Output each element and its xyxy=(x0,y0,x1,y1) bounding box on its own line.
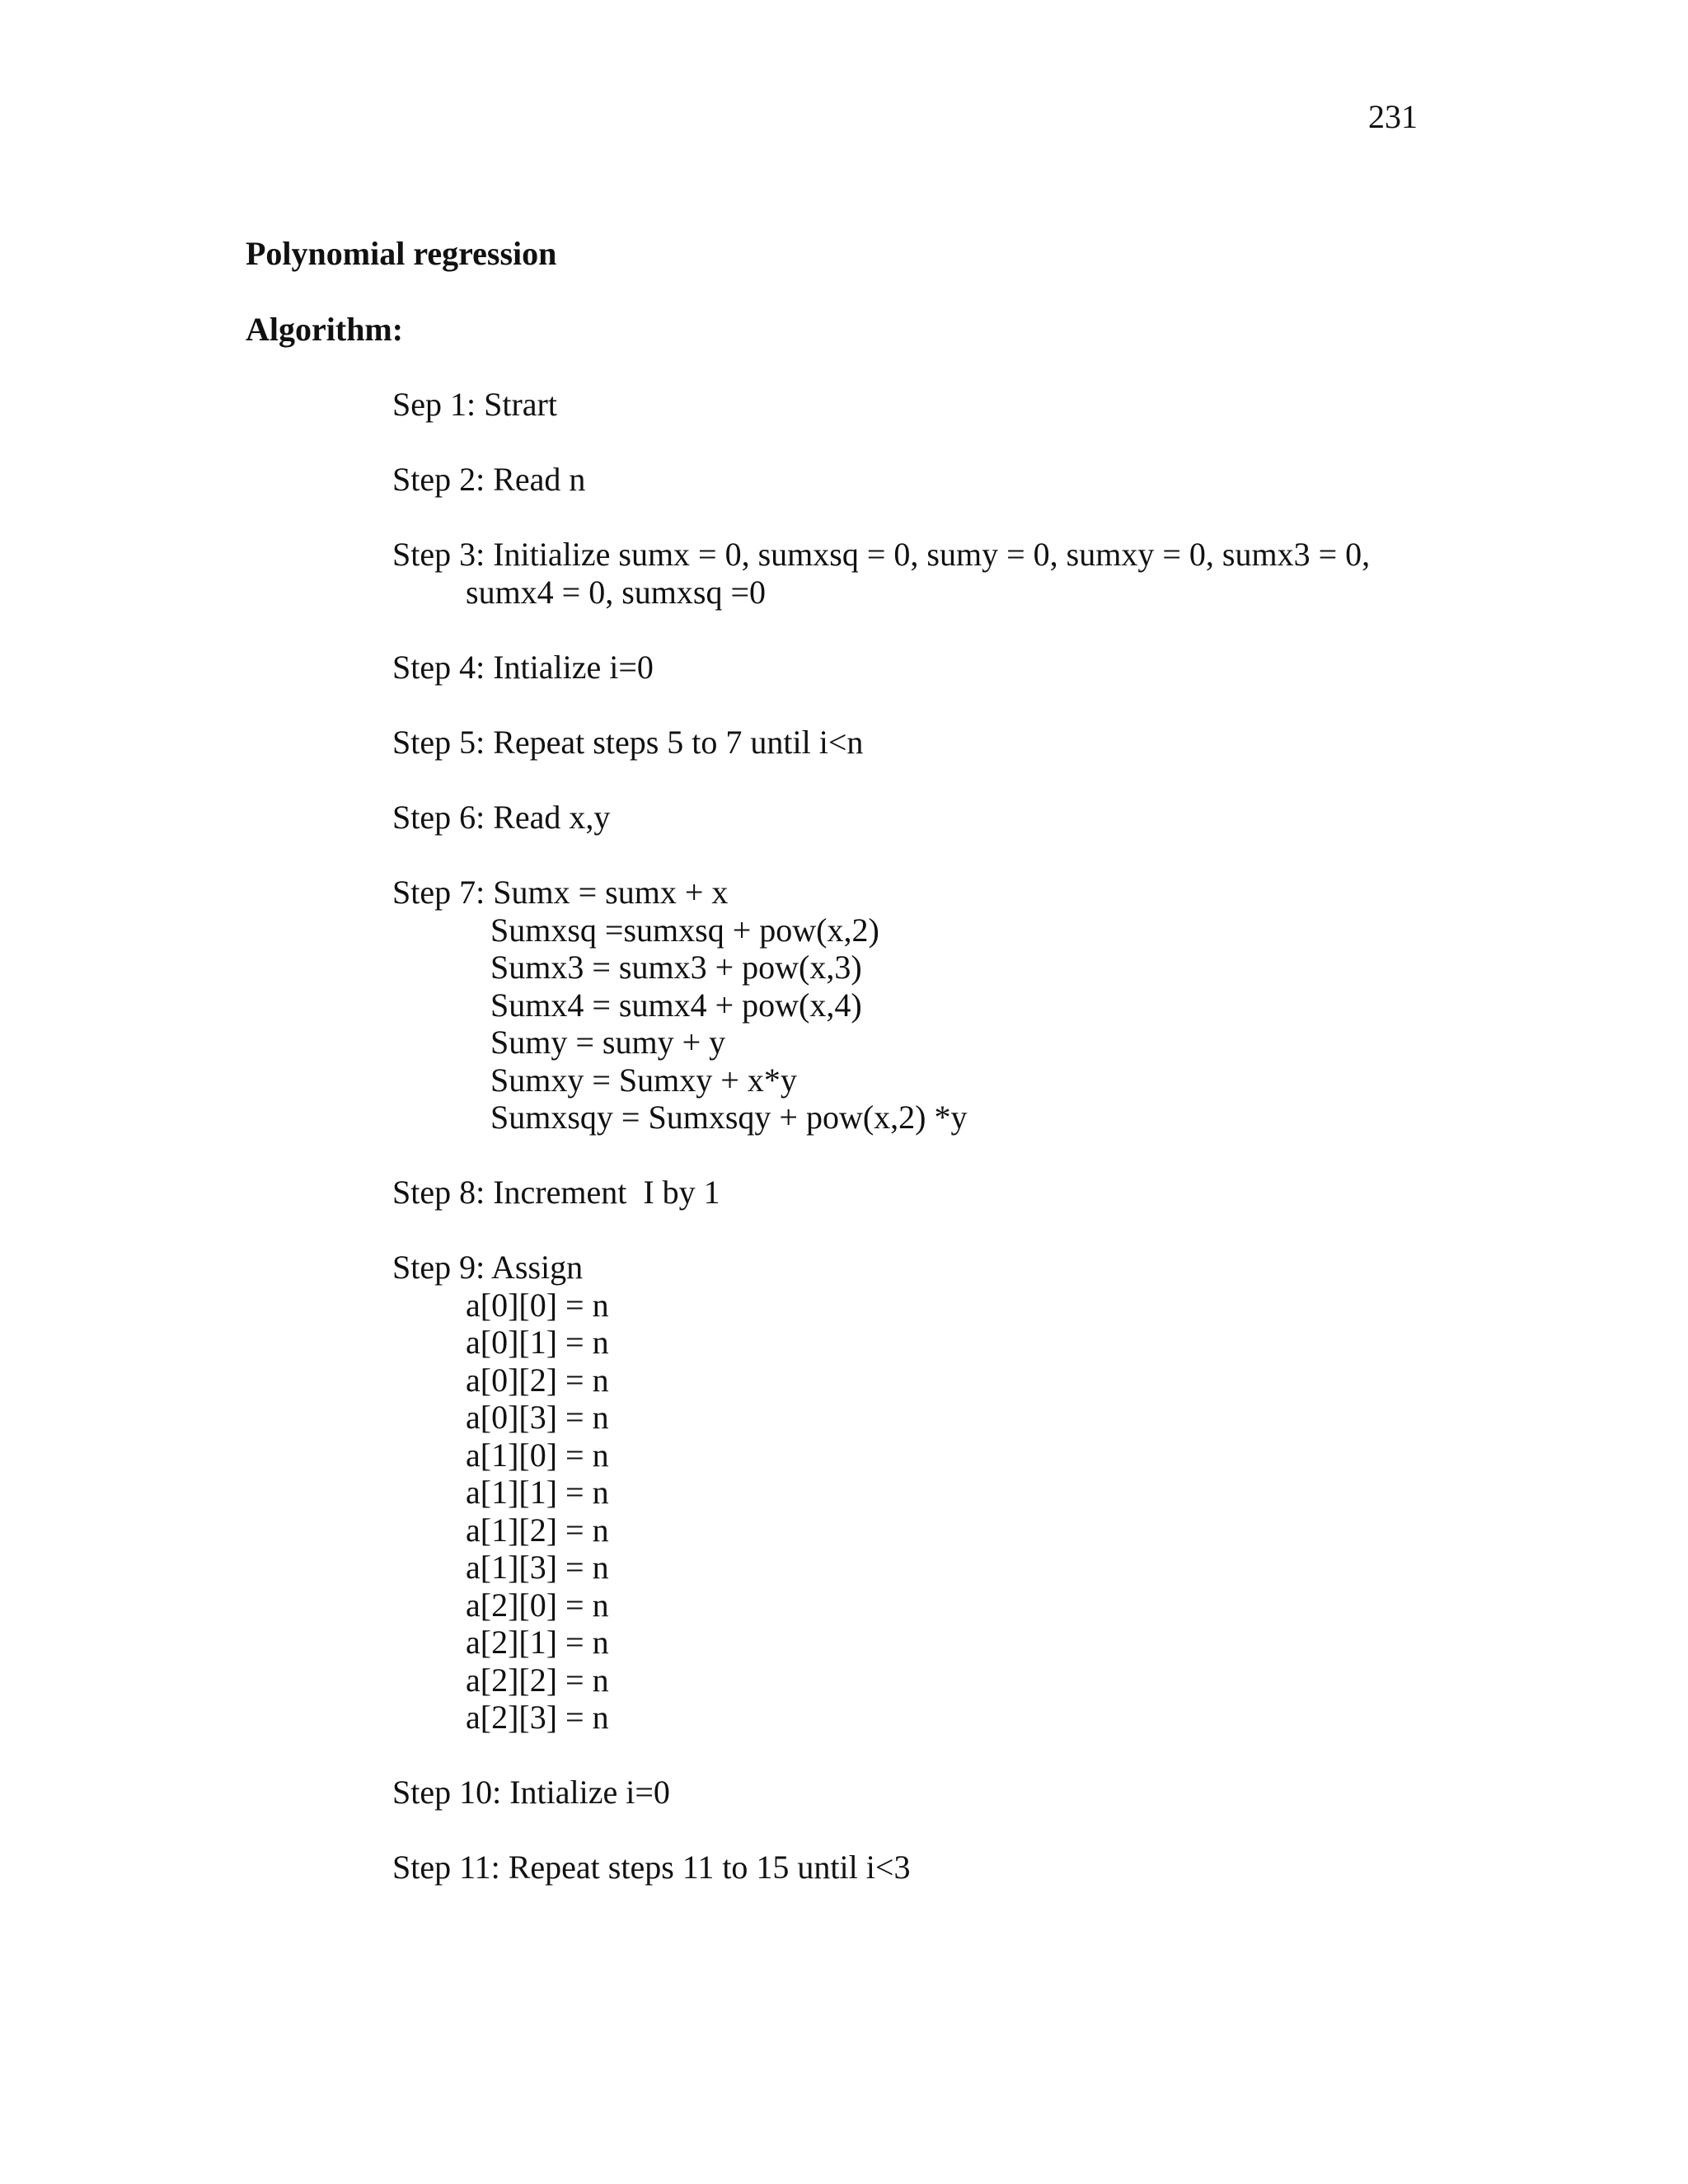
matrix-assignment: a[0][3] = n xyxy=(466,1399,609,1436)
step-5: Step 5: Repeat steps 5 to 7 until i<n xyxy=(392,724,864,761)
step-7-line: Sumx3 = sumx3 + pow(x,3) xyxy=(490,949,862,986)
matrix-assignment: a[2][1] = n xyxy=(466,1624,609,1661)
matrix-assignment: a[1][1] = n xyxy=(466,1474,609,1511)
step-8: Step 8: Increment I by 1 xyxy=(392,1174,720,1211)
step-11: Step 11: Repeat steps 11 to 15 until i<3 xyxy=(392,1849,911,1886)
step-2: Step 2: Read n xyxy=(392,461,586,498)
step-7-line: Sumxsqy = Sumxsqy + pow(x,2) *y xyxy=(490,1099,968,1136)
matrix-assignment: a[0][0] = n xyxy=(466,1286,609,1324)
matrix-assignment: a[0][1] = n xyxy=(466,1324,609,1361)
matrix-assignment: a[1][3] = n xyxy=(466,1549,609,1586)
step-10: Step 10: Intialize i=0 xyxy=(392,1774,670,1811)
page-number: 231 xyxy=(1368,98,1418,135)
matrix-assignment: a[2][2] = n xyxy=(466,1661,609,1699)
matrix-assignment: a[1][0] = n xyxy=(466,1436,609,1474)
algorithm-heading: Algorithm: xyxy=(246,311,404,348)
matrix-assignment: a[0][2] = n xyxy=(466,1361,609,1399)
step-7-line: Sumxy = Sumxy + x*y xyxy=(490,1062,797,1099)
step-4: Step 4: Intialize i=0 xyxy=(392,649,654,686)
step-1: Sep 1: Strart xyxy=(392,386,557,423)
step-7-line: Sumy = sumy + y xyxy=(490,1024,726,1061)
section-title: Polynomial regression xyxy=(246,235,557,272)
matrix-assignment: a[2][3] = n xyxy=(466,1699,609,1736)
step-7-line: Sumxsq =sumxsq + pow(x,2) xyxy=(490,912,879,949)
step-7-line: Sumx4 = sumx4 + pow(x,4) xyxy=(490,987,862,1024)
step-9: Step 9: Assign xyxy=(392,1249,584,1286)
step-6: Step 6: Read x,y xyxy=(392,799,611,836)
step-3: Step 3: Initialize sumx = 0, sumxsq = 0, sumy = 0, sumxy = 0, sumx3 = 0, xyxy=(392,536,1371,573)
matrix-assignment: a[2][0] = n xyxy=(466,1586,609,1624)
matrix-assignment: a[1][2] = n xyxy=(466,1511,609,1549)
step-7: Step 7: Sumx = sumx + x xyxy=(392,874,729,911)
step-3-continued: sumx4 = 0, sumxsq =0 xyxy=(466,574,767,611)
